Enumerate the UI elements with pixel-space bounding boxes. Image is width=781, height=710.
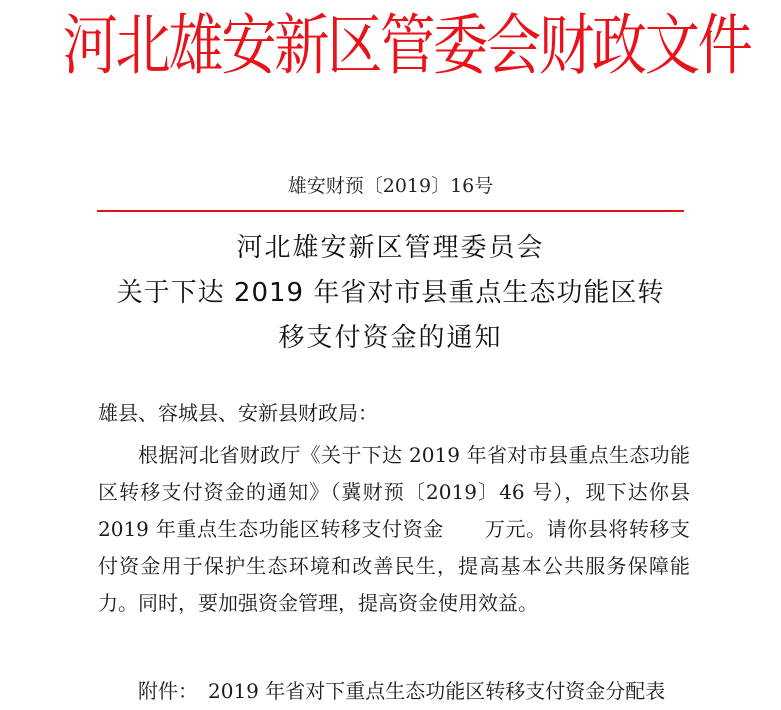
document-number: 雄安财预〔2019〕16号	[287, 175, 494, 197]
body-paragraph: 根据河北省财政厅《关于下达 2019 年省对市县重点生态功能区转移支付资金的通知》（冀财预〔2019〕46 号），现下达你县 2019 年重点生态功能区转移支付资金 万元。请你县将转移支付资金用于保护生态环境和改善民生，提高基本公共服务保障能力。同时，要加强资金管理，提高资金使用效益。	[98, 443, 690, 615]
salutation: 雄县、容城县、安新县财政局：	[98, 401, 378, 425]
document-header-title: 河北雄安新区管委会财政文件	[62, 7, 751, 84]
notice-title-line-3: 移支付资金的通知	[278, 323, 503, 353]
notice-title-line-2: 关于下达 2019 年省对市县重点生态功能区转	[116, 278, 665, 308]
header-red-divider	[97, 210, 684, 212]
notice-title-line-1: 河北雄安新区管理委员会	[236, 233, 545, 263]
attachment-line: 附件： 2019 年省对下重点生态功能区转移支付资金分配表	[138, 679, 666, 703]
